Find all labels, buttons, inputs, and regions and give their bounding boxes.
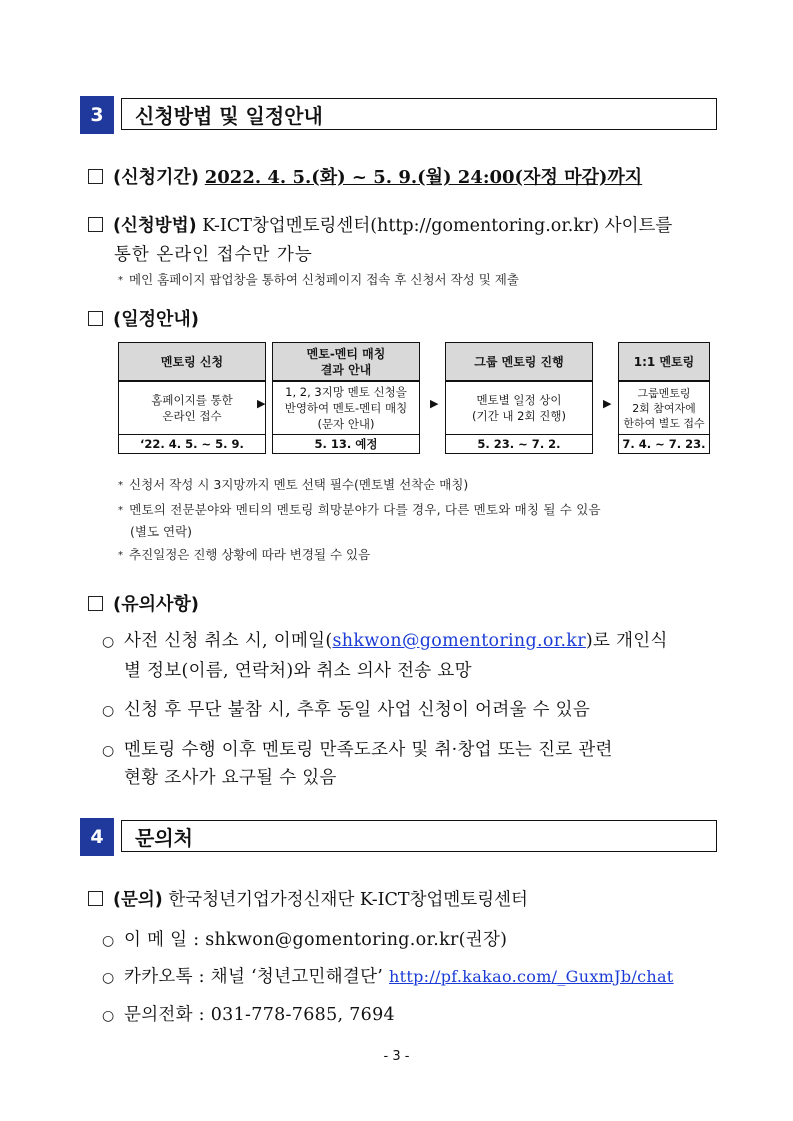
flow-step-date: 5. 23. ~ 7. 2.	[477, 437, 561, 451]
page-number: - 3 -	[383, 1049, 410, 1064]
checkbox-icon	[88, 169, 103, 184]
application-method	[88, 212, 672, 237]
checkbox-icon	[88, 217, 103, 232]
checkbox-icon	[88, 311, 103, 326]
schedule-note-2b	[130, 522, 192, 540]
notice-text: )로 개인식	[585, 631, 668, 651]
contact-kakao	[102, 963, 674, 988]
contact-heading	[88, 886, 528, 911]
flow-step-date: ‘22. 4. 5. ~ 5. 9.	[140, 437, 244, 451]
flow-step-title: 1:1 멘토링	[619, 343, 709, 382]
arrow-icon: ▶	[257, 397, 266, 410]
flow-step-title: 멘토링 신청	[119, 343, 265, 382]
schedule-heading	[88, 305, 199, 331]
circle-bullet-icon: ○	[102, 1008, 115, 1024]
email-link[interactable]: shkwon@gomentoring.or.kr	[332, 631, 586, 651]
contact-phone	[102, 1001, 395, 1026]
notice-item-1-cont: 별 정보(이름, 연락처)와 취소 의사 전송 요망	[124, 661, 472, 681]
flow-step-2	[272, 342, 420, 454]
note-text: 추진일정은 진행 상황에 따라 변경될 수 있음	[129, 547, 371, 562]
contact-org: 한국청년기업가정신재단 K-ICT창업멘토링센터	[168, 890, 528, 910]
notice-item-3-cont: 현황 조사가 요구될 수 있음	[124, 768, 337, 788]
notice-item-2	[102, 696, 590, 721]
section-number: 4	[80, 818, 114, 856]
circle-bullet-icon: ○	[102, 933, 115, 949]
flow-step-body: 1, 2, 3지망 멘토 신청을 반영하여 멘토-멘티 매칭 (문자 안내)	[273, 382, 419, 435]
contact-email-text: 이 메 일 : shkwon@gomentoring.or.kr(권장)	[124, 930, 508, 950]
kakao-link[interactable]: http://pf.kakao.com/_GuxmJb/chat	[389, 967, 674, 986]
notice-text: 멘토링 수행 이후 멘토링 만족도조사 및 취·창업 또는 진로 관련	[124, 740, 613, 760]
checkbox-icon	[88, 596, 103, 611]
method-note-text: 메인 홈페이지 팝업창을 통하여 신청페이지 접속 후 신청서 작성 및 제출	[129, 272, 519, 287]
schedule-note-2: * 멘토의 전문분야와 멘티의 멘토링 희망분야가 다를 경우, 다른 멘토와 매칭 될 수 있음	[118, 502, 601, 517]
contact-label: (문의)	[113, 890, 163, 910]
circle-bullet-icon: ○	[102, 743, 115, 759]
circle-bullet-icon: ○	[102, 970, 115, 986]
schedule-label: (일정안내)	[113, 309, 200, 330]
flow-step-1	[118, 342, 266, 454]
schedule-note-1: * 신청서 작성 시 3지망까지 멘토 선택 필수(멘토별 선착순 매칭)	[118, 477, 469, 492]
flow-step-4	[618, 342, 710, 454]
schedule-note-3: * 추진일정은 진행 상황에 따라 변경될 수 있음	[118, 547, 371, 562]
arrow-icon: ▶	[603, 397, 612, 410]
kakao-text: 카카오톡 : 채널 ‘청년고민해결단’	[124, 967, 390, 987]
flow-step-body: 멘토별 일정 상이 (기간 내 2회 진행)	[446, 382, 592, 435]
flow-step-body: 홈페이지를 통한 온라인 접수	[119, 382, 265, 435]
period-text: 2022. 4. 5.(화) ~ 5. 9.(월) 24:00(자정 마감)까지	[204, 167, 643, 188]
notice-text: 사전 신청 취소 시, 이메일(	[124, 631, 333, 651]
contact-phone-text: 문의전화 : 031-778-7685, 7694	[124, 1005, 395, 1025]
notice-label: (유의사항)	[113, 594, 200, 615]
flow-step-title: 그룹 멘토링 진행	[446, 343, 592, 382]
period-label: (신청기간)	[113, 167, 200, 188]
note-text: (별도 연락)	[130, 524, 193, 539]
arrow-icon: ▶	[430, 397, 439, 410]
notice-item-1	[102, 627, 668, 652]
section-number: 3	[80, 96, 114, 134]
circle-bullet-icon: ○	[102, 634, 115, 650]
note-text: 신청서 작성 시 3지망까지 멘토 선택 필수(멘토별 선착순 매칭)	[129, 477, 469, 492]
method-line1: K-ICT창업멘토링센터(http://gomentoring.or.kr) 사이트를	[202, 216, 673, 236]
flow-step-title: 멘토-멘티 매칭 결과 안내	[273, 343, 419, 382]
method-line2: 통한 온라인 접수만 가능	[114, 245, 313, 265]
checkbox-icon	[88, 891, 103, 906]
method-label: (신청방법)	[113, 216, 197, 236]
notice-heading	[88, 590, 199, 616]
note-text: 멘토의 전문분야와 멘티의 멘토링 희망분야가 다를 경우, 다른 멘토와 매칭 될 수 있음	[129, 502, 601, 517]
flow-step-date: 5. 13. 예정	[314, 437, 378, 451]
notice-item-3	[102, 736, 613, 761]
contact-email	[102, 926, 507, 951]
section-title: 신청방법 및 일정안내	[121, 98, 717, 130]
circle-bullet-icon: ○	[102, 703, 115, 719]
flow-step-date: 7. 4. ~ 7. 23.	[622, 437, 706, 451]
method-note: * 메인 홈페이지 팝업창을 통하여 신청페이지 접속 후 신청서 작성 및 제출	[118, 272, 519, 287]
section-title: 문의처	[121, 820, 717, 852]
application-period	[88, 163, 642, 189]
flow-step-body: 그룹멘토링 2회 참여자에 한하여 별도 접수	[619, 382, 709, 435]
flow-step-3	[445, 342, 593, 454]
notice-text: 신청 후 무단 불참 시, 추후 동일 사업 신청이 어려울 수 있음	[124, 700, 591, 720]
